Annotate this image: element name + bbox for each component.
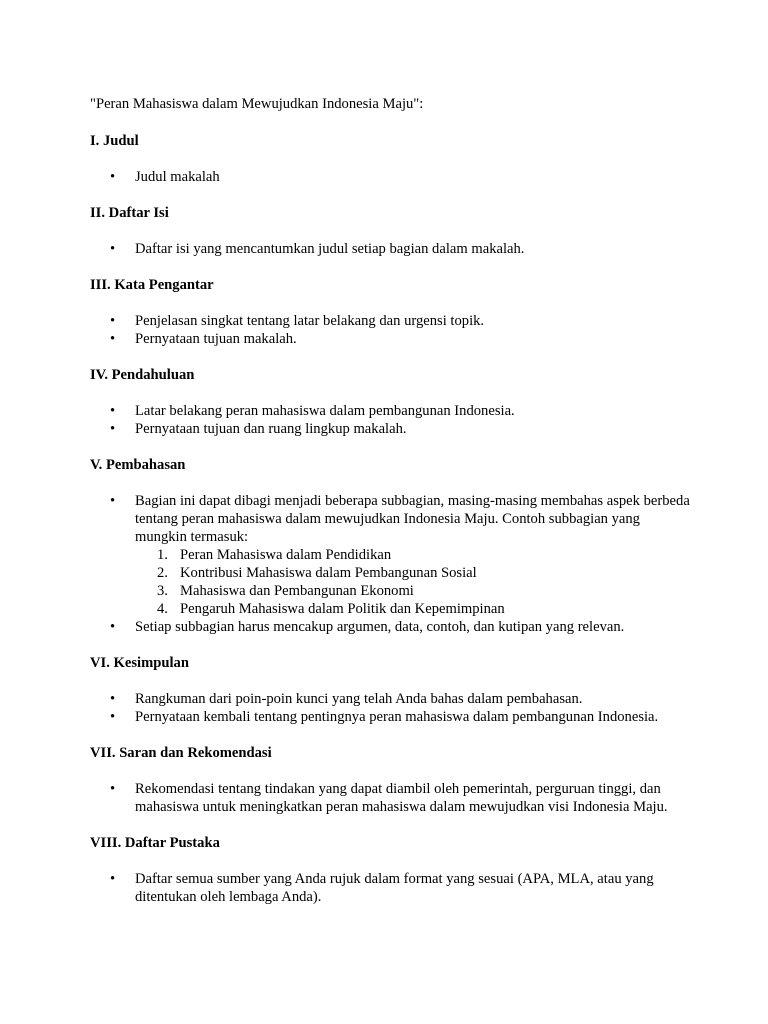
bullet-list-kata-pengantar bbox=[90, 312, 728, 348]
numbered-subitem bbox=[135, 564, 695, 582]
subitem-number: 3. bbox=[157, 583, 168, 599]
numbered-subitem bbox=[135, 546, 695, 564]
numbered-sublist bbox=[135, 546, 695, 618]
list-item: • Latar belakang peran mahasiswa dalam pembangunan Indonesia. bbox=[90, 402, 695, 420]
bullet-list-saran bbox=[90, 780, 728, 816]
bullet-list-pendahuluan bbox=[90, 402, 728, 438]
section-heading-pendahuluan: IV. Pendahuluan bbox=[90, 367, 195, 383]
list-item: • Daftar isi yang mencantumkan judul setiap bagian dalam makalah. bbox=[90, 240, 695, 258]
list-item: • Judul makalah bbox=[90, 168, 695, 186]
list-item: • Pernyataan kembali tentang pentingnya peran mahasiswa dalam pembangunan Indonesia. bbox=[90, 708, 695, 726]
list-item: • Rekomendasi tentang tindakan yang dapat diambil oleh pemerintah, perguruan tinggi, dan mahasiswa untuk meningkatkan peran mahasiswa dalam mewujudkan visi Indonesia Maju. bbox=[90, 780, 695, 816]
numbered-subitem bbox=[135, 582, 695, 600]
bullet-list-daftar-pustaka bbox=[90, 870, 728, 906]
numbered-subitem bbox=[135, 600, 695, 618]
list-item bbox=[90, 492, 695, 618]
subitem-text: Pengaruh Mahasiswa dalam Politik dan Kepemimpinan bbox=[180, 601, 505, 617]
section-heading-kata-pengantar: III. Kata Pengantar bbox=[90, 277, 214, 293]
section-heading-saran: VII. Saran dan Rekomendasi bbox=[90, 745, 272, 761]
section-heading-judul: I. Judul bbox=[90, 133, 139, 149]
list-item: • Daftar semua sumber yang Anda rujuk dalam format yang sesuai (APA, MLA, atau yang ditentukan oleh lembaga Anda). bbox=[90, 870, 695, 906]
section-heading-daftar-pustaka: VIII. Daftar Pustaka bbox=[90, 835, 220, 851]
list-item: • Setiap subbagian harus mencakup argumen, data, contoh, dan kutipan yang relevan. bbox=[90, 618, 695, 636]
subitem-text: Kontribusi Mahasiswa dalam Pembangunan Sosial bbox=[180, 565, 477, 581]
list-item: • Pernyataan tujuan dan ruang lingkup makalah. bbox=[90, 420, 695, 438]
bullet-list-kesimpulan bbox=[90, 690, 728, 726]
list-item-text: Bagian ini dapat dibagi menjadi beberapa subbagian, masing-masing membahas aspek berbeda tentang peran mahasiswa dalam mewujudkan Indonesia Maju. Contoh subbagian yang mungkin termasuk: bbox=[135, 493, 690, 545]
section-heading-kesimpulan: VI. Kesimpulan bbox=[90, 655, 189, 671]
subitem-number: 2. bbox=[157, 565, 168, 581]
section-heading-daftar-isi: II. Daftar Isi bbox=[90, 205, 169, 221]
bullet-list-judul bbox=[90, 168, 728, 186]
subitem-number: 4. bbox=[157, 601, 168, 617]
list-item: • Penjelasan singkat tentang latar belakang dan urgensi topik. bbox=[90, 312, 695, 330]
subitem-text: Peran Mahasiswa dalam Pendidikan bbox=[180, 547, 392, 563]
list-item: • Rangkuman dari poin-poin kunci yang telah Anda bahas dalam pembahasan. bbox=[90, 690, 695, 708]
section-heading-pembahasan: V. Pembahasan bbox=[90, 457, 186, 473]
bullet-list-daftar-isi bbox=[90, 240, 728, 258]
bullet-list-pembahasan bbox=[90, 492, 728, 636]
list-item: • Pernyataan tujuan makalah. bbox=[90, 330, 695, 348]
subitem-number: 1. bbox=[157, 547, 168, 563]
document-title: "Peran Mahasiswa dalam Mewujudkan Indonesia Maju": bbox=[90, 96, 424, 112]
subitem-text: Mahasiswa dan Pembangunan Ekonomi bbox=[180, 583, 414, 599]
